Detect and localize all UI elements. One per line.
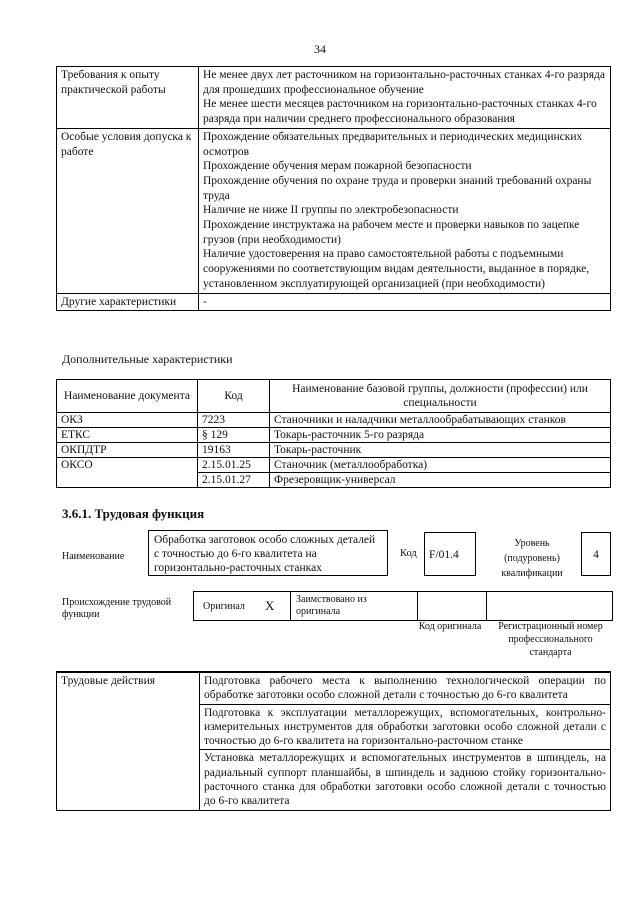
list-item: Прохождение обязательных предварительных и периодических медицинских осмотров bbox=[203, 130, 583, 158]
list-item: Не менее двух лет расточником на горизонтально-расточных станках 4-го разряда для прошедших профессиональное обучение bbox=[203, 69, 605, 96]
table-cell: 2.15.01.27 bbox=[198, 473, 270, 488]
row-label: Требования к опыту практической работы bbox=[57, 67, 199, 129]
list-item: Не менее шести месяцев расточником на горизонтально-расточных станках 4-го разряда при наличии среднего профессионального образования bbox=[203, 98, 597, 126]
table-cell: Станочники и наладчики металлообрабатывающих станков bbox=[270, 413, 611, 428]
table-row bbox=[57, 428, 611, 443]
level-value-box: 4 bbox=[581, 532, 611, 576]
row-content: - bbox=[199, 293, 611, 311]
divider bbox=[486, 592, 487, 620]
additional-title: Дополнительные характеристики bbox=[62, 352, 233, 366]
table-row bbox=[57, 293, 611, 311]
table-cell: ОКСО bbox=[57, 458, 198, 473]
list-item: Подготовка к эксплуатации металлорежущих, вспомогательных, контрольно-измерительных инструментов для обработки заготовки особо сложной детали с точностью до 6-го квалитета на горизонтально-расточном станке bbox=[200, 704, 611, 750]
table-cell: ОКЗ bbox=[57, 413, 198, 428]
list-item: Подготовка рабочего места к выполнению технологической операции по обработке заготовки особо сложной детали с точностью до 6-го квалитета bbox=[200, 672, 611, 704]
table-cell: Токарь-расточник 5-го разряда bbox=[270, 428, 611, 443]
level-label: Уровень (подуровень) квалификации bbox=[501, 538, 563, 579]
function-name-box: Обработка заготовок особо сложных деталей с точностью до 6-го квалитета на горизонтально-расточных станках bbox=[148, 530, 388, 576]
list-item: Прохождение обучения по охране труда и проверки знаний требований охраны труда bbox=[203, 174, 592, 202]
origin-label: Происхождение трудовой функции bbox=[62, 597, 172, 620]
table-cell: ОКПДТР bbox=[57, 443, 198, 458]
row-label: Трудовые действия bbox=[57, 672, 200, 810]
table-row bbox=[57, 458, 611, 473]
origin-table bbox=[193, 591, 613, 621]
table-cell bbox=[57, 473, 198, 488]
table-row bbox=[57, 67, 611, 129]
table-cell: Токарь-расточник bbox=[270, 443, 611, 458]
column-header: Наименование документа bbox=[57, 380, 198, 413]
list-item: Наличие не ниже II группы по электробезопасности bbox=[203, 204, 459, 217]
table-row bbox=[57, 473, 611, 488]
column-header: Код bbox=[198, 380, 270, 413]
table-cell: 7223 bbox=[198, 413, 270, 428]
list-item: Прохождение инструктажа на рабочем месте и проверки навыков по зацепке грузов (при необходимости) bbox=[203, 219, 580, 246]
reg-number-label: Регистрационный номер профессионального стандарта bbox=[498, 621, 603, 658]
table-cell: § 129 bbox=[198, 428, 270, 443]
additional-table bbox=[56, 379, 611, 488]
borrowed-label: Заимствовано из оригинала bbox=[296, 594, 367, 617]
row-content bbox=[199, 128, 611, 293]
list-item: Прохождение обучения мерам пожарной безопасности bbox=[203, 160, 472, 173]
actions-table bbox=[56, 671, 611, 811]
divider bbox=[290, 592, 291, 620]
code-label: Код bbox=[400, 548, 417, 559]
original-mark: X bbox=[265, 598, 275, 613]
table-header-row bbox=[57, 380, 611, 413]
code-original-label: Код оригинала bbox=[418, 621, 482, 632]
table-cell: 2.15.01.25 bbox=[198, 458, 270, 473]
table-cell: Фрезеровщик-универсал bbox=[270, 473, 611, 488]
page-number: 34 bbox=[314, 42, 326, 56]
requirements-table bbox=[56, 66, 611, 311]
table-row bbox=[57, 128, 611, 293]
name-label: Наименование bbox=[62, 551, 125, 562]
table-cell: ЕТКС bbox=[57, 428, 198, 443]
table-cell: 19163 bbox=[198, 443, 270, 458]
list-item: Наличие удостоверения на право самостоятельной работы с подъемными сооружениями по соответствующим видам деятельности, выданное в порядке, установленном эксплуатирующей организацией (при необходимости) bbox=[203, 248, 590, 290]
table-row bbox=[57, 443, 611, 458]
table-cell: Станочник (металлообработка) bbox=[270, 458, 611, 473]
section-heading: 3.6.1. Трудовая функция bbox=[62, 506, 205, 521]
function-code-box: F/01.4 bbox=[424, 532, 476, 576]
row-label: Другие характеристики bbox=[57, 293, 199, 311]
column-header: Наименование базовой группы, должности (профессии) или специальности bbox=[270, 380, 611, 413]
list-item: Установка металлорежущих и вспомогательных инструментов в шпиндель, на радиальный суппорт планшайбы, в шпиндель и заднюю стойку горизонтально-расточного станка для обработки заготовки особо сложной детали с точностью до 6-го квалитета bbox=[200, 750, 611, 810]
original-label: Оригинал bbox=[203, 601, 245, 612]
row-content bbox=[199, 67, 611, 129]
divider bbox=[417, 592, 418, 620]
table-row bbox=[57, 413, 611, 428]
table-row bbox=[57, 672, 611, 704]
row-label: Особые условия допуска к работе bbox=[57, 128, 199, 293]
